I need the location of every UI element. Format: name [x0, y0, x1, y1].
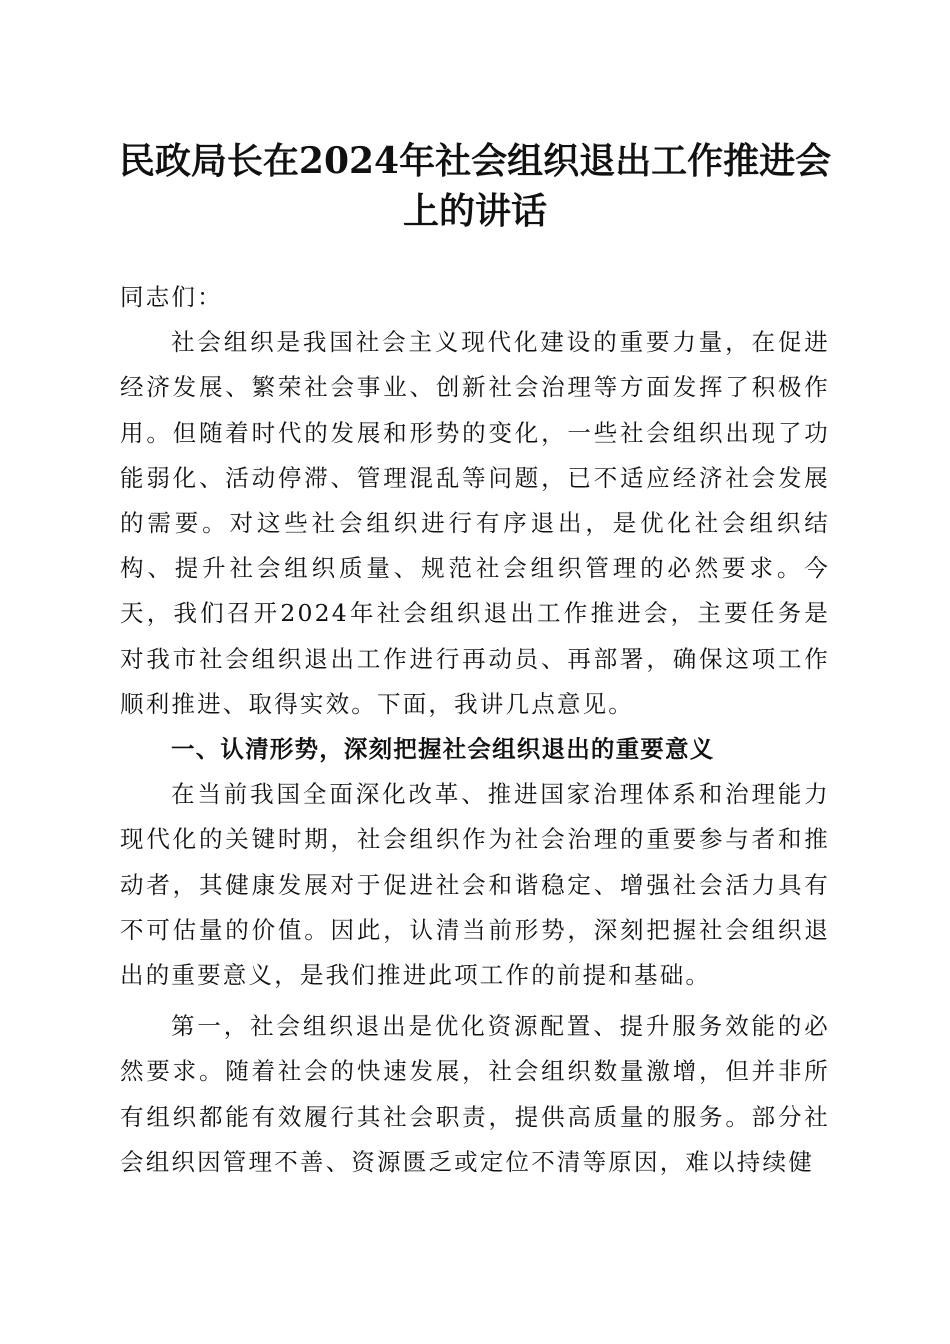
title-line-2: 上的讲话: [402, 190, 547, 232]
section-heading-1: 一、认清形势，深刻把握社会组织退出的重要意义: [171, 735, 715, 764]
paragraph-section-1: 在当前我国全面深化改革、推进国家治理体系和治理能力现代化的关键时期，社会组织作为社会治理的重要参与者和推动者，其健康发展对于促进社会和谐稳定、增强社会活力具有不可估量的价值。因此，认清当前形势，深刻把握社会组织退出的重要意义，是我们推进此项工作的前提和基础。: [120, 780, 830, 990]
paragraph-intro: 社会组织是我国社会主义现代化建设的重要力量，在促进经济发展、繁荣社会事业、创新社会治理等方面发挥了积极作用。但随着时代的发展和形势的变化，一些社会组织出现了功能弱化、活动停滞、管理混乱等问题，已不适应经济社会发展的需要。对这些社会组织进行有序退出，是优化社会组织结构、提升社会组织质量、规范社会组织管理的必然要求。今天，我们召开2024年社会组织退出工作推进会，主要任务是对我市社会组织退出工作进行再动员、再部署，确保这项工作顺利推进、取得实效。下面，我讲几点意见。: [120, 328, 830, 718]
salutation: 同志们：: [120, 283, 223, 311]
title-line-1: 民政局长在2024年社会组织退出工作推进会: [118, 140, 832, 182]
paragraph-point-1: 第一，社会组织退出是优化资源配置、提升服务效能的必然要求。随着社会的快速发展，社会组织数量激增，但并非所有组织都能有效履行其社会职责，提供高质量的服务。部分社会组织因管理不善、资源匮乏或定位不清等原因，难以持续健: [120, 1012, 830, 1176]
document-title: [100, 136, 850, 236]
document-body: [120, 275, 830, 1185]
